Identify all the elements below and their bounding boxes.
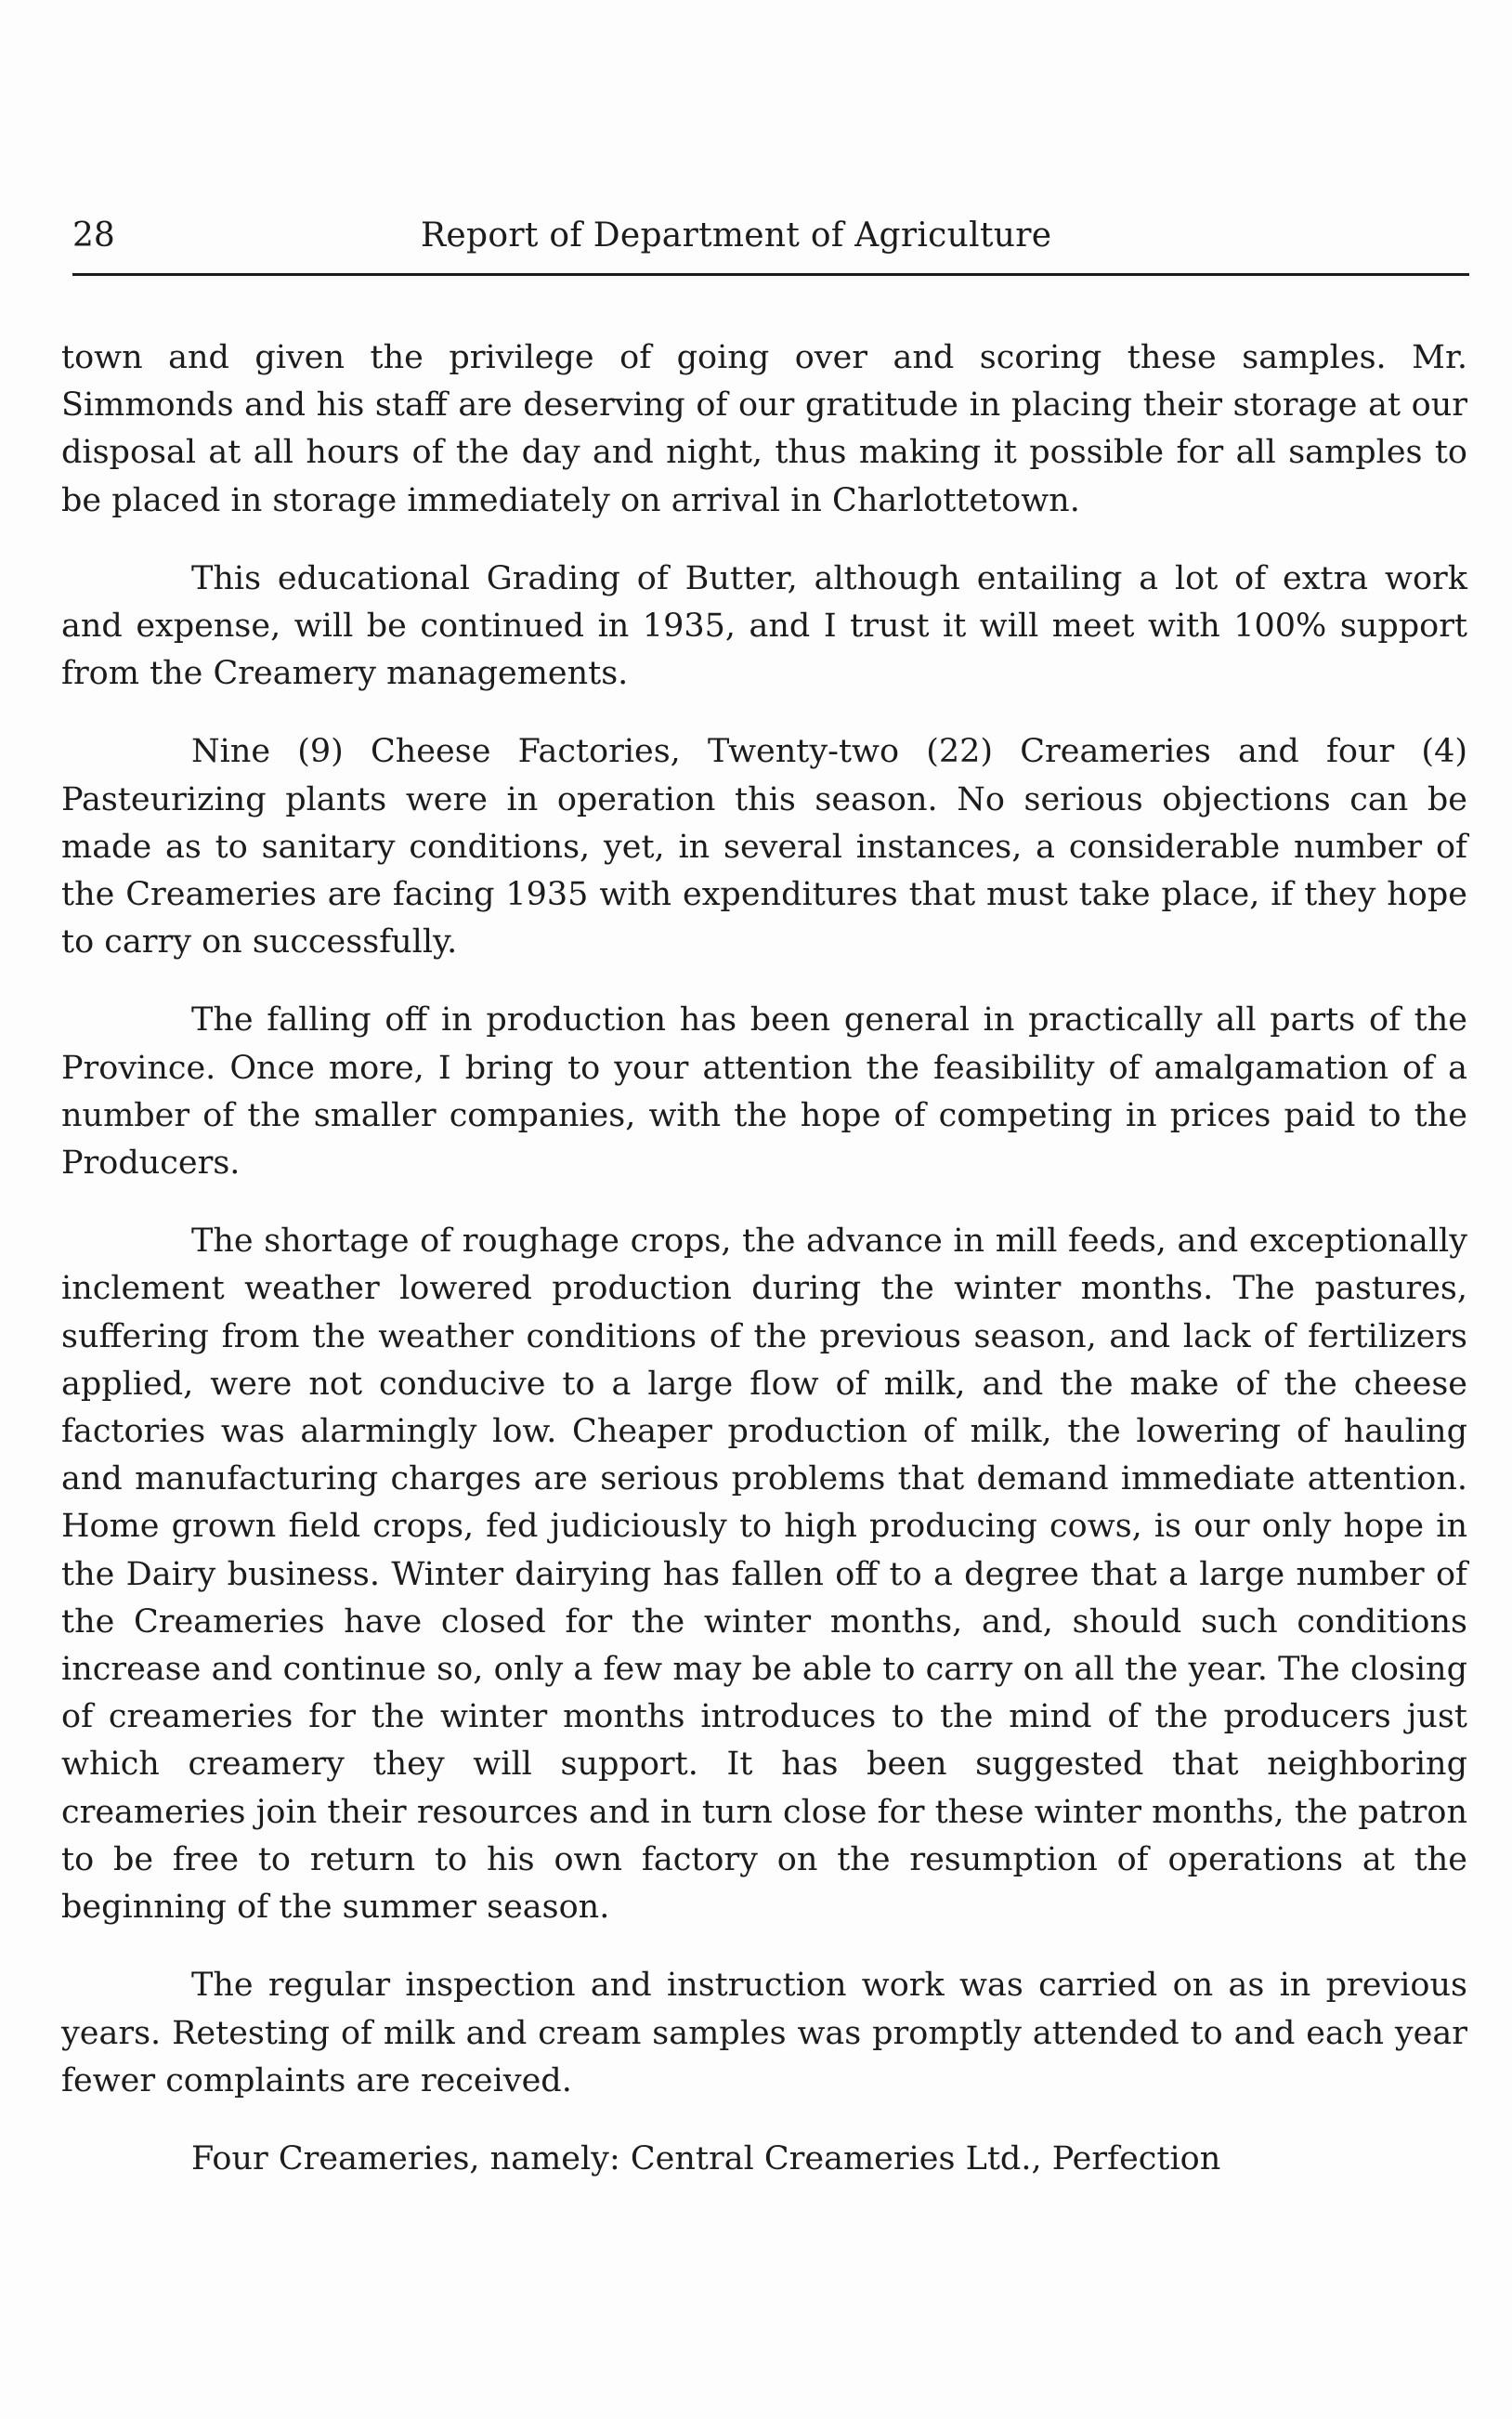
paragraph-roughage-shortage: The shortage of roughage crops, the advance in mill feeds, and exceptionally inclement weather lowered production during the winter months. The pastures, suffering from the weather conditions of the previous season, and lack of fertilizers applied, were not conducive to a large flow of milk, and the make of the cheese factories was alarmingly low. Cheaper production of milk, the lowering of hauling and manufacturing charges are serious problems that demand immediate attention. Home grown field crops, fed judiciously to high producing cows, is our only hope in the Dairy business. Winter dairying has fallen off to a degree that a large number of the Creameries have closed for the winter months, and, should such conditions increase and continue so, only a few may be able to carry on all the year. The closing of creameries for the winter months introduces to the mind of the producers just which creamery they will support. It has been suggested that neighboring creameries join their resources and in turn close for these winter months, the patron to be free to return to his own factory on the resumption of operations at the beginning of the summer season. <box>61 1223 1467 1927</box>
paragraph-continued: town and given the privilege of going over and scoring these samples. Mr. Simmonds and his staff are deserving of our gratitude in placing their storage at our disposal at all hours of the day and night, thus making it possible for all samples to be placed in storage immediately on arrival in Charlottetown. <box>61 339 1467 519</box>
page-header <box>72 206 1467 262</box>
paragraph-falling-production: The falling off in production has been general in practically all parts of the Province. Once more, I bring to your attention the feasibility of amalgamation of a number of the smaller companies, with the hope of competing in prices paid to the Producers. <box>61 1001 1467 1183</box>
paragraph-factories-in-operation: Nine (9) Cheese Factories, Twenty-two (22) Creameries and four (4) Pasteurizing plants were in operation this season. No serious objections can be made as to sanitary conditions, yet, in several instances, a considerable number of the Creameries are facing 1935 with expenditures that must take place, if they hope to carry on successfully. <box>61 733 1467 961</box>
paragraph-butter-grading: This educational Grading of Butter, although entailing a lot of extra work and expense, will be continued in 1935, and I trust it will meet with 100% support from the Creamery managements. <box>61 559 1467 693</box>
paragraph-four-creameries: Four Creameries, namely: Central Creameries Ltd., Perfection <box>191 2139 1221 2177</box>
page-number: 28 <box>72 216 115 255</box>
running-title: Report of Department of Agriculture <box>421 216 1052 255</box>
header-rule <box>72 273 1469 276</box>
paragraph-inspection-work: The regular inspection and instruction work was carried on as in previous years. Retesting of milk and cream samples was promptly attended to and each year fewer complaints are received. <box>61 1967 1467 2099</box>
body-text <box>61 334 1467 2183</box>
